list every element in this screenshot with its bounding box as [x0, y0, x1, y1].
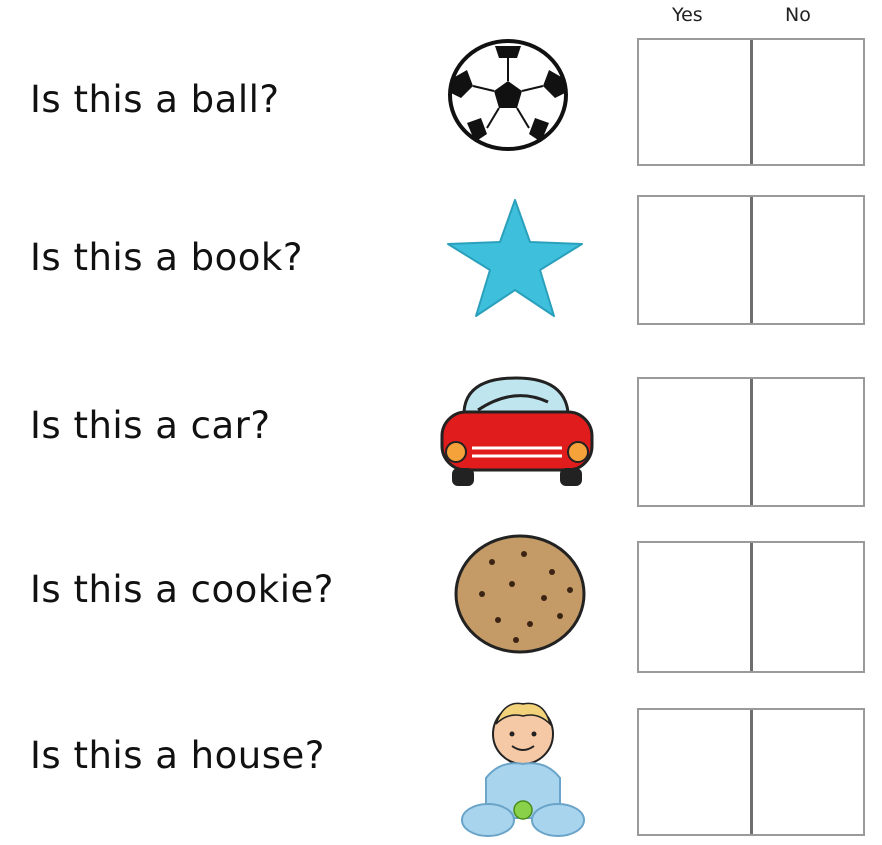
yes-checkbox[interactable] — [639, 379, 753, 505]
question-text: Is this a ball? — [30, 78, 280, 121]
answer-boxes — [637, 38, 865, 166]
no-checkbox[interactable] — [753, 543, 864, 671]
question-text: Is this a house? — [30, 734, 325, 777]
answer-boxes — [637, 195, 865, 325]
no-checkbox[interactable] — [753, 197, 864, 323]
no-checkbox[interactable] — [753, 710, 864, 834]
cookie-icon — [452, 532, 588, 656]
answer-boxes — [637, 377, 865, 507]
baby-icon — [460, 698, 586, 840]
yes-checkbox[interactable] — [639, 710, 753, 834]
question-text: Is this a car? — [30, 404, 271, 447]
no-column-header: No — [785, 4, 811, 26]
question-text: Is this a cookie? — [30, 568, 334, 611]
answer-boxes — [637, 541, 865, 673]
yes-checkbox[interactable] — [639, 197, 753, 323]
soccer-ball-icon — [445, 38, 571, 152]
car-icon — [436, 372, 598, 490]
yes-checkbox[interactable] — [639, 40, 753, 164]
question-text: Is this a book? — [30, 236, 303, 279]
no-checkbox[interactable] — [753, 40, 864, 164]
yes-checkbox[interactable] — [639, 543, 753, 671]
no-checkbox[interactable] — [753, 379, 864, 505]
star-icon — [444, 196, 586, 320]
yes-column-header: Yes — [672, 4, 703, 26]
answer-boxes — [637, 708, 865, 836]
